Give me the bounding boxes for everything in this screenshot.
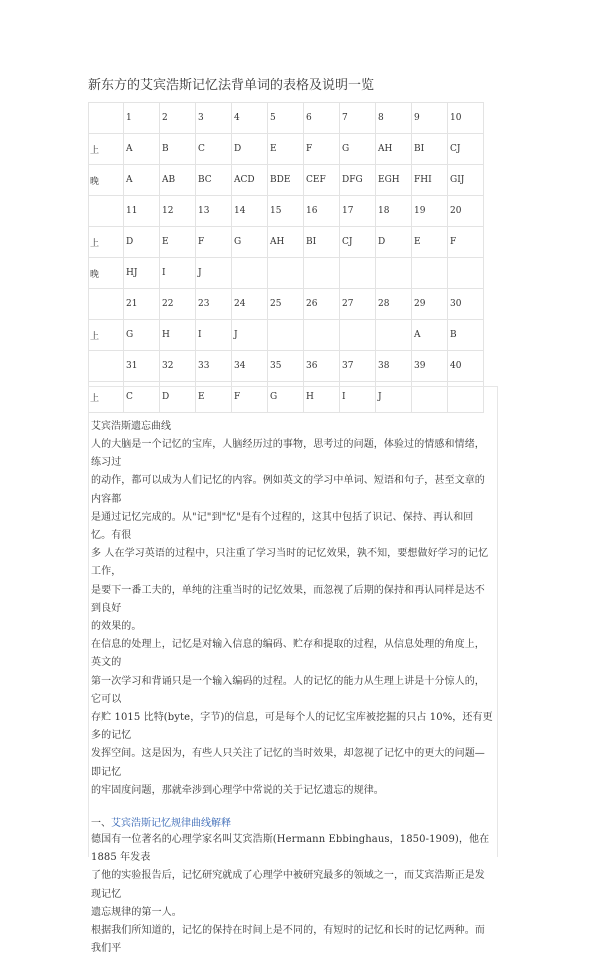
- table-row: [89, 320, 484, 351]
- table-cell: 22: [160, 289, 196, 320]
- text-line: 存贮 1015 比特(byte，字节)的信息，可是每个人的记忆宝库被挖掘的只占 10%，还有更多的记忆: [91, 712, 493, 742]
- text-line: 是要下一番工夫的，单纯的注重当时的记忆效果，而忽视了后期的保持和再认同样是达不到良好: [91, 584, 485, 614]
- table-cell: GIJ: [448, 165, 484, 196]
- table-cell: CEF: [304, 165, 340, 196]
- table-cell: B: [160, 134, 196, 165]
- table-cell: [340, 320, 376, 351]
- table-row-label: 上: [89, 134, 124, 165]
- table-cell: 16: [304, 196, 340, 227]
- table-cell: BI: [304, 227, 340, 258]
- table-row-label: [89, 289, 124, 320]
- table-cell: 19: [412, 196, 448, 227]
- table-cell: 37: [340, 351, 376, 382]
- table-row-label: [89, 196, 124, 227]
- text-line: 的牢固度问题，那就牵涉到心理学中常说的关于记忆遗忘的规律。: [91, 784, 384, 796]
- table-cell: 8: [376, 103, 412, 134]
- table-cell: 17: [340, 196, 376, 227]
- text-line: 发挥空间。这是因为，有些人只关注了记忆的当时效果，却忽视了记忆中的更大的问题—即记忆: [91, 748, 485, 778]
- table-cell: C: [196, 134, 232, 165]
- table-cell: 10: [448, 103, 484, 134]
- table-cell: [448, 258, 484, 289]
- text-line: 根据我们所知道的，记忆的保持在时间上是不同的，有短时的记忆和长时的记忆两种。而我们平: [91, 925, 485, 955]
- table-cell: 36: [304, 351, 340, 382]
- text-line: 第一次学习和背诵只是一个输入编码的过程。人的记忆的能力从生理上讲是十分惊人的，它可以: [91, 675, 485, 705]
- table-cell: F: [232, 382, 268, 413]
- text-line: 是通过记忆完成的。从"记"到"忆"是有个过程的，这其中包括了识记、保持、再认和回忆。有很: [91, 511, 474, 542]
- table-cell: 26: [304, 289, 340, 320]
- table-cell: 24: [232, 289, 268, 320]
- article-heading: 艾宾浩斯遗忘曲线: [91, 421, 171, 432]
- article-body: [89, 417, 493, 958]
- table-cell: 30: [448, 289, 484, 320]
- table-cell: [376, 320, 412, 351]
- table-cell: [340, 258, 376, 289]
- table-cell: FHI: [412, 165, 448, 196]
- table-cell: E: [196, 382, 232, 413]
- table-cell: E: [160, 227, 196, 258]
- table-cell: 5: [268, 103, 304, 134]
- text-line: 的效果的。: [91, 621, 142, 633]
- table-row-label: 晚: [89, 258, 124, 289]
- table-cell: 21: [124, 289, 160, 320]
- paragraph-1: [91, 436, 493, 636]
- table-cell: 32: [160, 351, 196, 382]
- table-cell: [412, 258, 448, 289]
- table-cell: F: [448, 227, 484, 258]
- paragraph-4: [91, 922, 493, 958]
- table-cell: 34: [232, 351, 268, 382]
- table-row-label: 上: [89, 227, 124, 258]
- table-cell: BC: [196, 165, 232, 196]
- table-cell: 39: [412, 351, 448, 382]
- paragraph-2: [91, 636, 493, 800]
- table-cell: 25: [268, 289, 304, 320]
- table-cell: 9: [412, 103, 448, 134]
- table-cell: D: [232, 134, 268, 165]
- table-row-label: [89, 103, 124, 134]
- text-line: 多 人在学习英语的过程中，只注重了学习当时的记忆效果，孰不知，要想做好学习的记忆工作，: [91, 548, 489, 578]
- table-cell: AB: [160, 165, 196, 196]
- table-cell: CJ: [448, 134, 484, 165]
- table-cell: J: [376, 382, 412, 413]
- section-title: [91, 814, 493, 829]
- table-cell: 15: [268, 196, 304, 227]
- table-cell: 11: [124, 196, 160, 227]
- text-line: 在信息的处理上，记忆是对输入信息的编码、贮存和提取的过程，从信息处理的角度上，英文的: [91, 639, 485, 669]
- table-cell: [232, 258, 268, 289]
- section-prefix: 一、: [91, 818, 111, 830]
- table-cell: I: [340, 382, 376, 413]
- table-cell: [268, 258, 304, 289]
- table-cell: H: [304, 382, 340, 413]
- table-cell: J: [232, 320, 268, 351]
- table-cell: [304, 320, 340, 351]
- table-cell: 23: [196, 289, 232, 320]
- table-cell: EGH: [376, 165, 412, 196]
- paragraph-3: [91, 831, 493, 922]
- table-row: [89, 103, 484, 134]
- table-row: [89, 351, 484, 382]
- table-cell: BI: [412, 134, 448, 165]
- table-cell: DFG: [340, 165, 376, 196]
- table-cell: 31: [124, 351, 160, 382]
- table-cell: F: [304, 134, 340, 165]
- table-cell: BDE: [268, 165, 304, 196]
- table-cell: CJ: [340, 227, 376, 258]
- table-row: [89, 196, 484, 227]
- table-row-label: [89, 351, 124, 382]
- article-card: [88, 386, 498, 955]
- table-cell: AH: [376, 134, 412, 165]
- text-line: 的动作，都可以成为人们记忆的内容。例如英文的学习中单词、短语和句子，甚至文章的内容都: [91, 475, 485, 505]
- table-cell: 6: [304, 103, 340, 134]
- table-cell: 14: [232, 196, 268, 227]
- table-cell: D: [124, 227, 160, 258]
- table-cell: 28: [376, 289, 412, 320]
- document-title: 新东方的艾宾浩斯记忆法背单词的表格及说明一览: [88, 78, 375, 93]
- section-link[interactable]: 艾宾浩斯记忆规律曲线解释: [111, 818, 231, 830]
- table-cell: H: [160, 320, 196, 351]
- table-cell: 4: [232, 103, 268, 134]
- table-cell: 35: [268, 351, 304, 382]
- table-cell: I: [196, 320, 232, 351]
- table-cell: HJ: [124, 258, 160, 289]
- table-cell: 27: [340, 289, 376, 320]
- table-row: [89, 134, 484, 165]
- table-cell: 18: [376, 196, 412, 227]
- table-cell: A: [124, 165, 160, 196]
- table-cell: G: [232, 227, 268, 258]
- table-cell: 13: [196, 196, 232, 227]
- table-cell: 3: [196, 103, 232, 134]
- table-cell: G: [124, 320, 160, 351]
- table-cell: A: [124, 134, 160, 165]
- table-cell: I: [160, 258, 196, 289]
- table-cell: D: [376, 227, 412, 258]
- table-cell: 33: [196, 351, 232, 382]
- table-row: [89, 289, 484, 320]
- text-line: 人的大脑是一个记忆的宝库，人脑经历过的事物，思考过的问题，体验过的情感和情绪，练习过: [91, 439, 485, 469]
- table-cell: B: [448, 320, 484, 351]
- table-cell: 12: [160, 196, 196, 227]
- text-line: 德国有一位著名的心理学家名叫艾宾浩斯(Hermann Ebbinghaus，1850-1909)，他在 1885 年发表: [91, 834, 490, 864]
- table-cell: D: [160, 382, 196, 413]
- table-cell: 40: [448, 351, 484, 382]
- text-line: 了他的实验报告后，记忆研究就成了心理学中被研究最多的领域之一，而艾宾浩斯正是发现记忆: [91, 870, 485, 900]
- table-cell: E: [412, 227, 448, 258]
- table-row-label: 上: [89, 320, 124, 351]
- table-row: [89, 227, 484, 258]
- table-cell: A: [412, 320, 448, 351]
- table-cell: E: [268, 134, 304, 165]
- table-cell: G: [268, 382, 304, 413]
- table-cell: 7: [340, 103, 376, 134]
- table-row-label: 晚: [89, 165, 124, 196]
- table-cell: [268, 320, 304, 351]
- table-row: [89, 258, 484, 289]
- table-cell: 1: [124, 103, 160, 134]
- table-row: [89, 165, 484, 196]
- table-cell: 29: [412, 289, 448, 320]
- table-cell: 20: [448, 196, 484, 227]
- table-cell: AH: [268, 227, 304, 258]
- review-schedule-table: [88, 102, 484, 413]
- table-cell: 38: [376, 351, 412, 382]
- table-cell: G: [340, 134, 376, 165]
- table-row-label: 上: [89, 382, 124, 413]
- table-cell: 2: [160, 103, 196, 134]
- table-cell: ACD: [232, 165, 268, 196]
- text-line: 遗忘规律的第一人。: [91, 906, 182, 918]
- table-cell: F: [196, 227, 232, 258]
- table-cell: C: [124, 382, 160, 413]
- table-cell: [304, 258, 340, 289]
- table-cell: J: [196, 258, 232, 289]
- table-cell: [376, 258, 412, 289]
